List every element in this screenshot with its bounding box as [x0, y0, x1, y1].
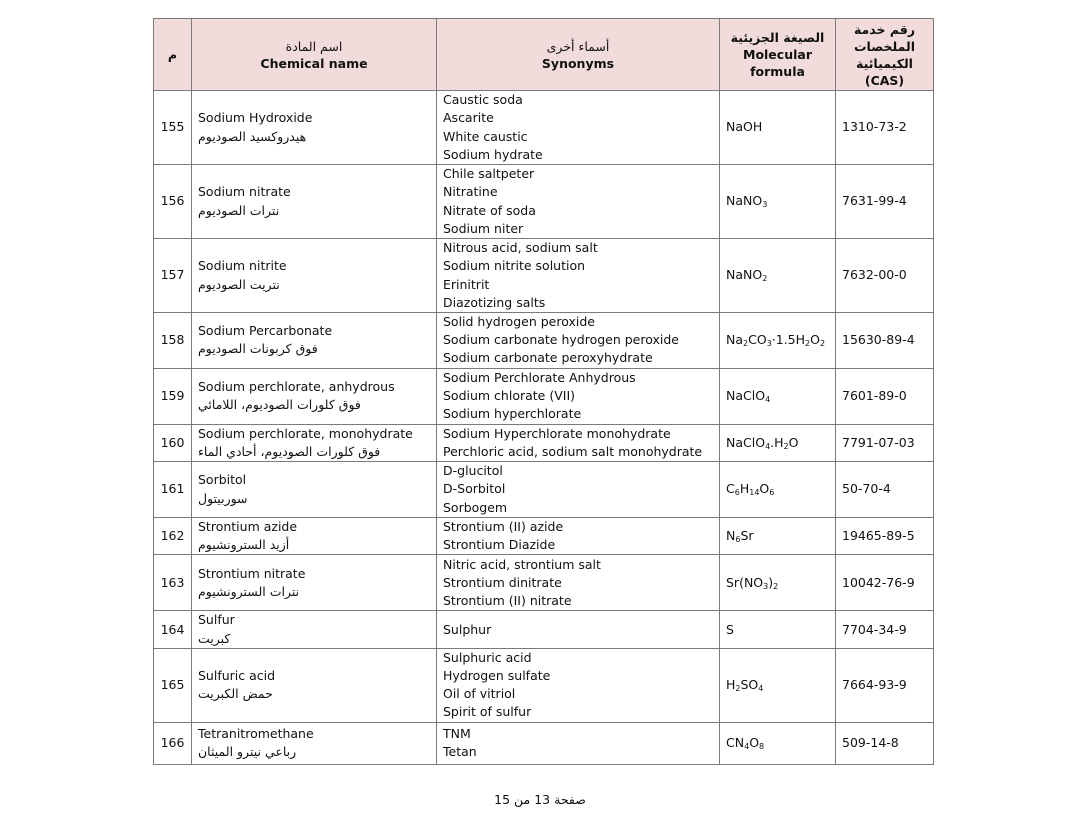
header-number: م	[154, 19, 192, 91]
chemical-name-english: Tetranitromethane	[198, 725, 314, 741]
chemical-name-arabic: فوق كلورات الصوديوم، أحادي الماء	[198, 443, 381, 459]
molecular-formula-cell	[720, 462, 836, 518]
chemical-name-arabic: نترات الصوديوم	[198, 202, 280, 218]
synonyms-cell	[437, 722, 720, 764]
cas-number-cell: 7631-99-4	[836, 165, 934, 239]
formula-subscript: 2	[762, 274, 768, 284]
synonym: Nitrate of soda	[443, 202, 536, 218]
molecular-formula-cell	[720, 648, 836, 722]
row-number: 160	[154, 424, 192, 461]
formula-subscript: 6	[769, 488, 775, 498]
header-cas: رقم خدمة الملخصات الكيميائية (CAS)	[836, 19, 934, 91]
row-number: 157	[154, 239, 192, 313]
chemical-name-arabic: حمض الكبريت	[198, 686, 273, 702]
formula-text: O	[749, 735, 760, 751]
synonym: Sulphuric acid	[443, 649, 532, 665]
row-number: 158	[154, 313, 192, 369]
synonym: TNM	[443, 725, 471, 741]
table-row	[154, 462, 934, 518]
synonym: Strontium dinitrate	[443, 574, 562, 590]
table-row	[154, 722, 934, 764]
table-row	[154, 424, 934, 461]
chemical-name-cell	[192, 462, 437, 518]
formula-text: NaNO	[726, 193, 763, 209]
molecular-formula-cell	[720, 611, 836, 648]
chemical-name-cell	[192, 313, 437, 369]
cas-number-cell: 7704-34-9	[836, 611, 934, 648]
formula-subscript: 6	[735, 535, 741, 545]
chemical-name-arabic: سوربيتول	[198, 490, 248, 506]
synonym: Tetan	[443, 744, 477, 760]
synonym: Sodium Hyperchlorate monohydrate	[443, 425, 671, 441]
synonyms-cell	[437, 313, 720, 369]
formula-subscript: 4	[765, 395, 771, 404]
molecular-formula-cell	[720, 313, 836, 369]
formula-subscript: 2	[783, 441, 789, 451]
chemical-name-arabic: كبريت	[198, 630, 231, 646]
formula-subscript: 2	[743, 339, 749, 349]
header-molecular-formula: الصيغة الجزيئية Molecular formula	[720, 19, 836, 91]
synonym: Sodium hyperchlorate	[443, 406, 582, 422]
synonym: Nitratine	[443, 184, 498, 200]
table-row	[154, 239, 934, 313]
table-row	[154, 518, 934, 555]
row-number: 156	[154, 165, 192, 239]
table-row	[154, 611, 934, 648]
chemical-name-arabic: فوق كربونات الصوديوم	[198, 341, 318, 357]
chemical-name-english: Sulfuric acid	[198, 668, 276, 684]
molecular-formula-cell	[720, 555, 836, 611]
formula-text: NaClO	[726, 434, 766, 450]
formula-subscript: 4	[758, 684, 764, 694]
cas-number-cell: 7601-89-0	[836, 368, 934, 424]
formula-text: S	[726, 621, 734, 637]
formula-subscript: 2	[819, 339, 826, 349]
formula-subscript: 2	[773, 581, 779, 591]
chemical-name-cell	[192, 611, 437, 648]
cas-number-cell: 15630-89-4	[836, 313, 934, 369]
table-row	[154, 313, 934, 369]
cas-number-cell: 19465-89-5	[836, 518, 934, 555]
molecular-formula-cell	[720, 165, 836, 239]
formula-text: C	[726, 481, 735, 497]
chemical-name-cell	[192, 165, 437, 239]
synonym: Sodium niter	[443, 220, 524, 236]
formula-text: .H	[770, 434, 784, 450]
row-number: 161	[154, 462, 192, 518]
synonym: Sorbogem	[443, 499, 508, 515]
chemical-name-english: Sodium perchlorate, anhydrous	[198, 378, 395, 394]
synonym: Sodium carbonate hydrogen peroxide	[443, 332, 679, 348]
molecular-formula-cell	[720, 722, 836, 764]
table-row	[154, 91, 934, 165]
synonym: Diazotizing salts	[443, 294, 546, 310]
cas-number-cell: 509-14-8	[836, 722, 934, 764]
synonym: Sodium chlorate (VII)	[443, 388, 576, 403]
synonyms-cell	[437, 91, 720, 165]
formula-text: NaOH	[726, 119, 763, 135]
chemical-name-arabic: رباعي نيترو الميثان	[198, 744, 297, 760]
synonym: Sodium carbonate peroxyhydrate	[443, 350, 653, 366]
chemical-name-english: Sodium Hydroxide	[198, 110, 313, 126]
page-footer: صفحة 13 من 15	[494, 792, 586, 807]
chemical-name-cell	[192, 424, 437, 461]
formula-subscript: 3	[762, 200, 768, 210]
synonym: Solid hydrogen peroxide	[443, 314, 595, 329]
chemical-name-english: Sodium nitrate	[198, 184, 291, 200]
chemical-name-arabic: أزيد السترونشيوم	[198, 537, 290, 553]
synonym: Spirit of sulfur	[443, 704, 532, 720]
synonym: Caustic soda	[443, 92, 523, 108]
synonym: D-glucitol	[443, 463, 503, 479]
table-row	[154, 165, 934, 239]
chemical-name-cell	[192, 722, 437, 764]
formula-text: H	[739, 481, 750, 497]
formula-text: CN	[726, 735, 745, 751]
formula-subscript: 2	[735, 684, 741, 694]
cas-number-cell: 7632-00-0	[836, 239, 934, 313]
chemical-name-cell	[192, 518, 437, 555]
cas-number-cell: 7791-07-03	[836, 424, 934, 461]
cas-number-cell: 10042-76-9	[836, 555, 934, 611]
formula-subscript: 3	[763, 581, 769, 591]
row-number: 163	[154, 555, 192, 611]
chemical-name-cell	[192, 368, 437, 424]
header-synonyms: أسماء أخرى Synonyms	[437, 19, 720, 91]
synonym: Strontium (II) azide	[443, 519, 564, 535]
synonyms-cell	[437, 555, 720, 611]
synonyms-cell	[437, 165, 720, 239]
chemical-name-arabic: نترات السترونشيوم	[198, 583, 300, 599]
formula-text: SO	[740, 677, 759, 693]
chemical-name-cell	[192, 239, 437, 313]
table-row	[154, 648, 934, 722]
formula-text: O	[759, 481, 770, 497]
chemical-name-arabic: فوق كلورات الصوديوم، اللامائي	[198, 397, 361, 413]
molecular-formula-cell	[720, 518, 836, 555]
table-header-row	[154, 19, 934, 91]
molecular-formula-cell	[720, 239, 836, 313]
synonym: Nitric acid, strontium salt	[443, 556, 601, 572]
cas-number-cell: 1310-73-2	[836, 91, 934, 165]
chemical-name-english: Sorbitol	[198, 472, 247, 488]
synonym: Nitrous acid, sodium salt	[443, 240, 598, 256]
chemical-name-english: Sodium Percarbonate	[198, 323, 333, 339]
synonym: Sodium hydrate	[443, 146, 543, 162]
row-number: 166	[154, 722, 192, 764]
formula-text: Na	[726, 332, 744, 348]
row-number: 162	[154, 518, 192, 555]
row-number: 159	[154, 368, 192, 424]
formula-subscript: 3	[766, 339, 772, 349]
synonym: Oil of vitriol	[443, 686, 516, 702]
chemical-name-cell	[192, 91, 437, 165]
formula-subscript: 4	[765, 441, 771, 451]
chemical-table	[153, 18, 934, 765]
molecular-formula-cell	[720, 424, 836, 461]
formula-subscript: 6	[734, 488, 740, 498]
row-number: 164	[154, 611, 192, 648]
chemical-name-english: Sodium nitrite	[198, 258, 287, 274]
synonyms-cell	[437, 462, 720, 518]
formula-text: )	[768, 574, 774, 590]
formula-text: Sr(NO	[726, 574, 764, 590]
chemical-name-arabic: نتريت الصوديوم	[198, 276, 280, 292]
formula-text: CO	[748, 332, 767, 348]
synonym: Strontium (II) nitrate	[443, 593, 572, 609]
formula-text: H	[726, 677, 736, 693]
formula-subscript: 8	[759, 742, 765, 752]
synonym: Perchloric acid, sodium salt monohydrate	[443, 443, 703, 459]
chemical-name-english: Strontium azide	[198, 519, 298, 535]
row-number: 165	[154, 648, 192, 722]
chemical-name-arabic: هيدروكسيد الصوديوم	[198, 128, 307, 144]
formula-text: NaNO	[726, 267, 763, 283]
formula-text: N	[726, 528, 736, 544]
formula-text: Sr	[740, 528, 754, 544]
formula-text: O	[810, 332, 820, 348]
molecular-formula-cell	[720, 91, 836, 165]
synonym: D-Sorbitol	[443, 481, 506, 497]
chemical-name-cell	[192, 648, 437, 722]
synonym: White caustic	[443, 128, 528, 144]
header-chemical-name: اسم المادة Chemical name	[192, 19, 437, 91]
chemical-name-english: Sodium perchlorate, monohydrate	[198, 425, 413, 441]
formula-text: ·1.5H	[771, 332, 806, 348]
cas-number-cell: 50-70-4	[836, 462, 934, 518]
table-row	[154, 368, 934, 424]
synonym: Sodium Perchlorate Anhydrous	[443, 369, 636, 385]
chemical-name-english: Strontium nitrate	[198, 565, 306, 581]
synonym: Hydrogen sulfate	[443, 668, 551, 684]
synonyms-cell	[437, 611, 720, 648]
synonyms-cell	[437, 424, 720, 461]
formula-text: O	[788, 434, 799, 450]
formula-subscript: 14	[749, 488, 760, 498]
row-number: 155	[154, 91, 192, 165]
synonym: Chile saltpeter	[443, 166, 535, 182]
formula-text: NaClO	[726, 388, 766, 403]
chemical-name-cell	[192, 555, 437, 611]
synonyms-cell	[437, 648, 720, 722]
synonyms-cell	[437, 239, 720, 313]
synonym: Sodium nitrite solution	[443, 258, 586, 274]
synonyms-cell	[437, 518, 720, 555]
table-row	[154, 555, 934, 611]
synonym: Strontium Diazide	[443, 537, 556, 553]
chemical-name-english: Sulfur	[198, 612, 235, 628]
formula-subscript: 4	[744, 742, 750, 752]
formula-subscript: 2	[805, 339, 811, 349]
synonyms-cell	[437, 368, 720, 424]
cas-number-cell: 7664-93-9	[836, 648, 934, 722]
molecular-formula-cell	[720, 368, 836, 424]
synonym: Ascarite	[443, 110, 494, 126]
synonym: Erinitrit	[443, 276, 490, 292]
synonym: Sulphur	[443, 621, 492, 637]
